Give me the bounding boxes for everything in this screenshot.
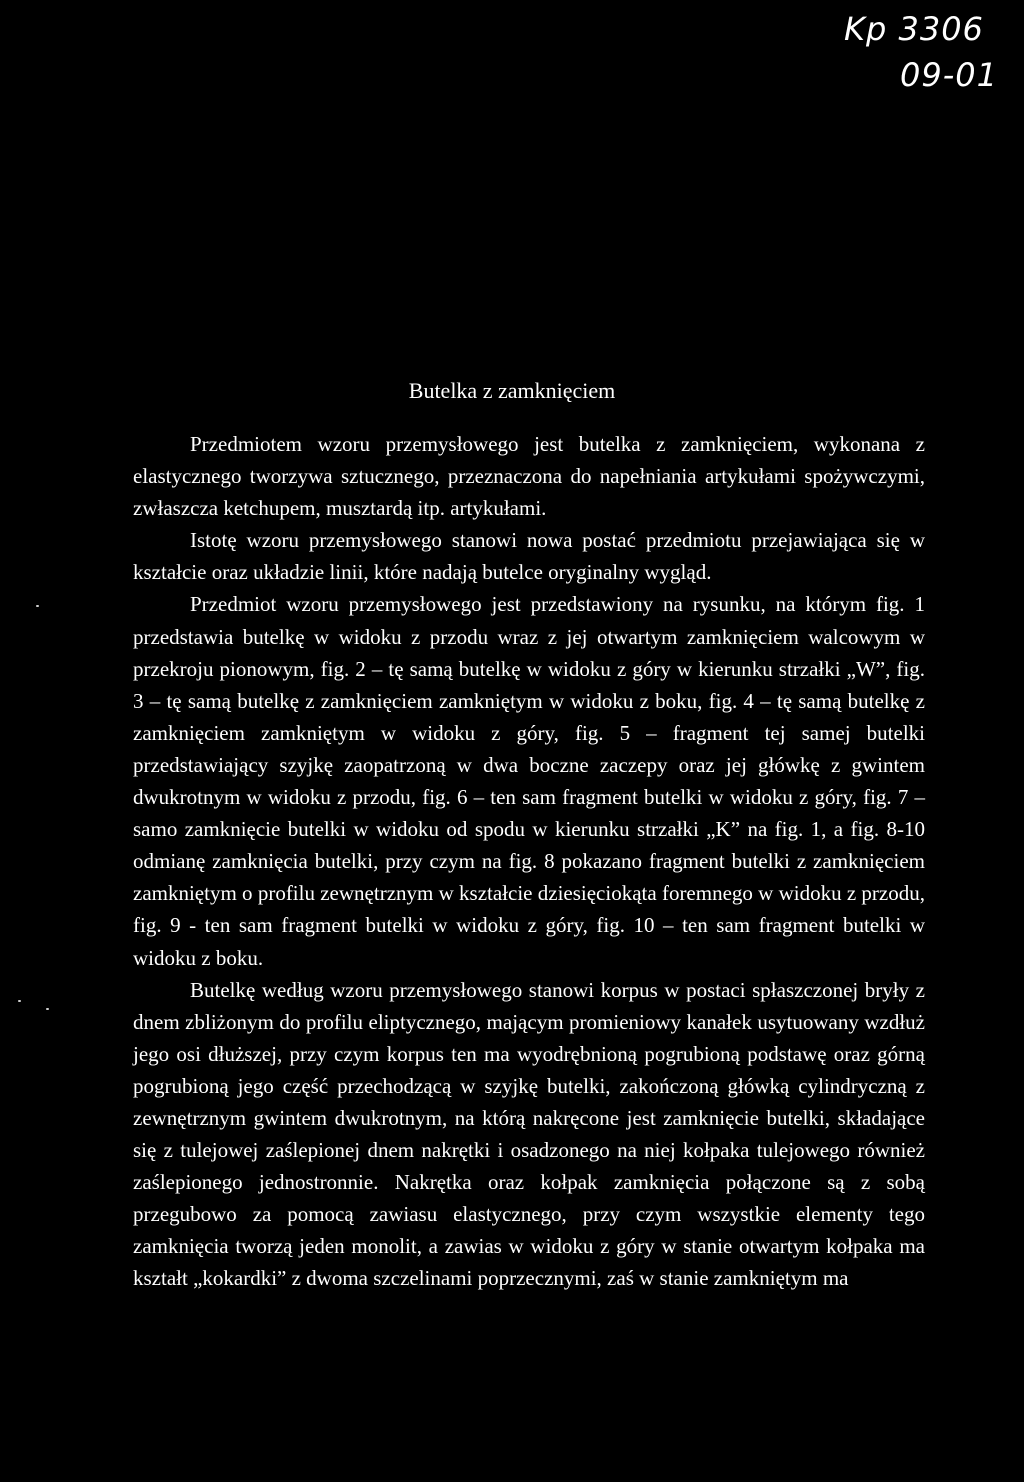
handwritten-class-code: 09-01 (900, 56, 998, 94)
document-body (133, 428, 925, 1295)
document-title: Butelka z zamknięciem (408, 378, 616, 403)
scan-speck (18, 1000, 21, 1002)
scan-speck (46, 1008, 49, 1010)
paragraph-subject: Przedmiotem wzoru przemysłowego jest butelka z zamknięciem, wykonana z elastycznego tworzywa sztucznego, przeznaczona do napełniania artykułami spożywczymi, zwłaszcza ketchupem, musztardą itp. artykułami. (133, 432, 925, 521)
paragraph-essence: Istotę wzoru przemysłowego stanowi nowa postać przedmiotu przejawiająca się w kształcie oraz układzie linii, które nadają butelce oryginalny wygląd. (133, 528, 925, 585)
scan-speck (36, 605, 39, 607)
paragraph-figures: Przedmiot wzoru przemysłowego jest przedstawiony na rysunku, na którym fig. 1 przedstawia butelkę w widoku z przodu wraz z jej otwartym zamknięciem walcowym w przekroju pionowym, fig. 2 – tę samą butelkę w widoku z góry w kierunku strzałki „W”, fig. 3 – tę samą butelkę z zamknięciem zamkniętym w widoku z boku, fig. 4 – tę samą butelkę z zamknięciem zamkniętym w widoku z góry, fig. 5 – fragment tej samej butelki przedstawiający szyjkę zaopatrzoną w dwa boczne zaczepy oraz jej główkę z gwintem dwukrotnym w widoku z przodu, fig. 6 – ten sam fragment butelki w widoku z góry, fig. 7 – samo zamknięcie butelki w widoku od spodu w kierunku strzałki „K” na fig. 1, a fig. 8-10 odmianę zamknięcia butelki, przy czym na fig. 8 pokazano fragment butelki z zamknięciem zamkniętym o profilu zewnętrznym w kształcie dziesięciokąta foremnego w widoku z przodu, fig. 9 - ten sam fragment butelki w widoku z góry, fig. 10 – ten sam fragment butelki w widoku z boku. (133, 592, 925, 970)
handwritten-reference-number: Kp 3306 (844, 10, 984, 48)
paragraph-description: Butelkę według wzoru przemysłowego stanowi korpus w postaci spłaszczonej bryły z dnem zbliżonym do profilu eliptycznego, mającym promieniowy kanałek usytuowany wzdłuż jego osi dłuższej, przy czym korpus ten ma wyodrębnioną pogrubioną podstawę oraz górną pogrubioną jego część przechodzącą w szyjkę butelki, zakończoną główką cylindryczną z zewnętrznym gwintem dwukrotnym, na którą nakręcone jest zamknięcie butelki, składające się z tulejowej zaślepionej dnem nakrętki i osadzonego na niej kołpaka tulejowego również zaślepionego jednostronnie. Nakrętka oraz kołpak zamknięcia połączone są z sobą przegubowo za pomocą zawiasu elastycznego, przy czym wszystkie elementy tego zamknięcia tworzą jeden monolit, a zawias w widoku z góry w stanie otwartym kołpaka ma kształt „kokardki” z dwoma szczelinami poprzecznymi, zaś w stanie zamkniętym ma (133, 977, 925, 1291)
